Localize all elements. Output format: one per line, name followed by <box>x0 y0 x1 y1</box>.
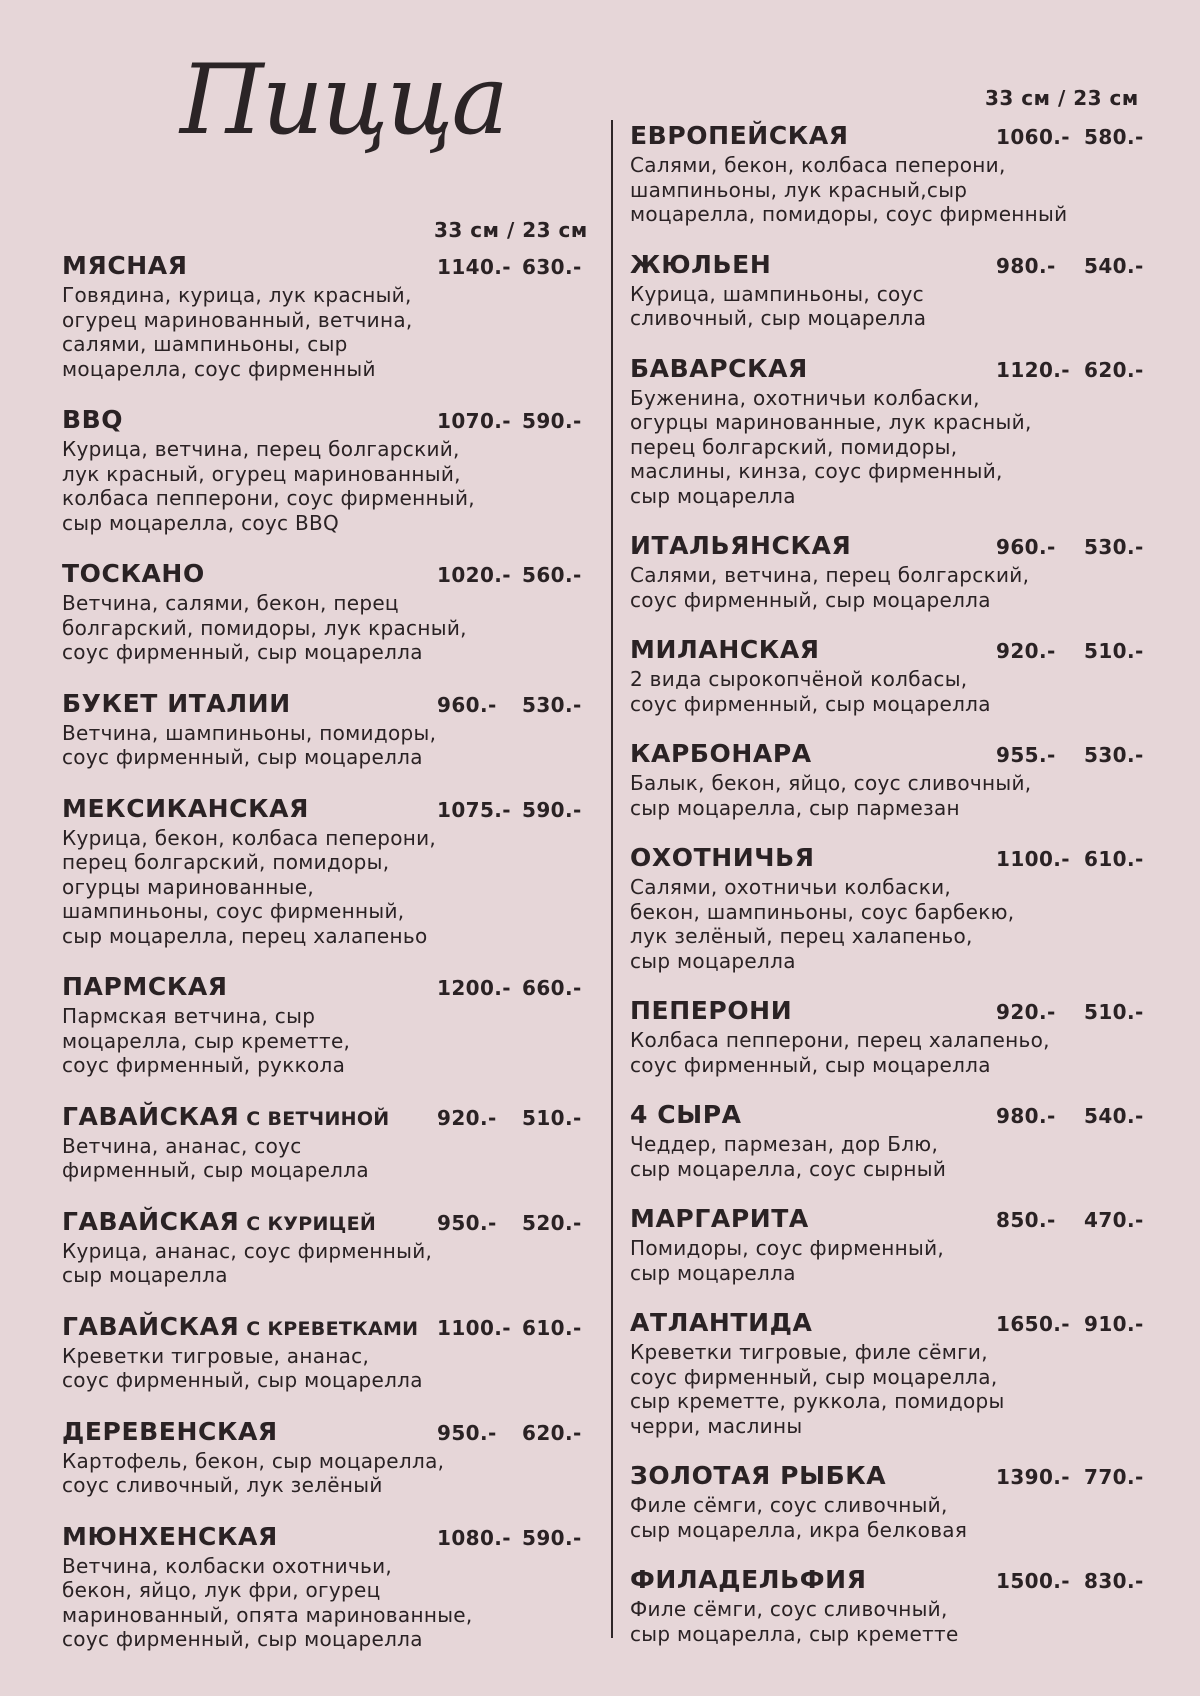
pizza-ingredients: Курица, шампиньоны, соус сливочный, сыр моцарелла <box>630 281 927 330</box>
pizza-name-main: 4 СЫРА <box>630 1100 742 1129</box>
price-23cm: 530.- <box>1084 535 1144 559</box>
pizza-name-main: ГАВАЙСКАЯ <box>62 1101 240 1131</box>
pizza-name-suffix: С КРЕВЕТКАМИ <box>239 1317 419 1340</box>
menu-item <box>62 1522 592 1652</box>
pizza-name <box>62 251 592 283</box>
pizza-ingredients: Филе сёмги, соус сливочный, сыр моцарелла, икра белковая <box>630 1493 968 1542</box>
pizza-ingredients: Помидоры, соус фирменный, сыр моцарелла <box>630 1236 945 1285</box>
pizza-ingredients: Филе сёмги, соус сливочный, сыр моцарелла, сыр креметте <box>630 1597 959 1646</box>
menu-item <box>630 1461 1150 1542</box>
menu-item <box>630 1565 1150 1646</box>
pizza-ingredients: Креветки тигровые, филе сёмги, соус фирменный, сыр моцарелла, сыр креметте, руккола, помидоры черри, маслины <box>630 1340 1005 1438</box>
pizza-name-main: ПАРМСКАЯ <box>62 972 228 1001</box>
price-33cm: 1060.- <box>996 125 1070 149</box>
column-divider <box>611 120 613 1638</box>
menu-item <box>630 1308 1150 1438</box>
menu-column-left <box>62 251 592 1676</box>
pizza-name <box>630 1461 1150 1493</box>
price-23cm: 510.- <box>522 1105 582 1130</box>
pizza-name-suffix: С ВЕТЧИНОЙ <box>239 1107 390 1130</box>
price-23cm: 520.- <box>522 1210 582 1235</box>
price-33cm: 1075.- <box>437 797 511 822</box>
price-33cm: 955.- <box>996 743 1056 767</box>
pizza-name-main: БУКЕТ ИТАЛИИ <box>62 688 291 718</box>
pizza-name <box>630 635 1150 667</box>
pizza-name-main: ТОСКАНО <box>62 559 205 588</box>
menu-item <box>62 405 592 535</box>
pizza-name-main: ФИЛАДЕЛЬФИЯ <box>630 1565 867 1594</box>
price-33cm: 1120.- <box>996 357 1070 382</box>
price-23cm: 610.- <box>522 1315 582 1340</box>
pizza-name <box>630 1100 1150 1132</box>
pizza-name <box>630 843 1150 875</box>
pizza-ingredients: Ветчина, ананас, соус фирменный, сыр моцарелла <box>62 1133 369 1182</box>
menu-item <box>62 1102 592 1183</box>
price-33cm: 980.- <box>996 253 1056 278</box>
price-33cm: 1200.- <box>437 976 511 1000</box>
price-33cm: 1140.- <box>437 255 511 279</box>
menu-item <box>62 1207 592 1288</box>
price-23cm: 530.- <box>1084 743 1144 767</box>
menu-column-right <box>630 121 1150 1669</box>
pizza-name <box>630 531 1150 563</box>
menu-item <box>630 1100 1150 1181</box>
menu-item <box>62 1312 592 1393</box>
price-23cm: 910.- <box>1084 1312 1144 1336</box>
pizza-name <box>62 794 592 826</box>
pizza-name-main: КАРБОНАРА <box>630 739 812 768</box>
size-header-left: 33 см / 23 см <box>434 218 588 242</box>
menu-item <box>630 1204 1150 1285</box>
menu-item <box>62 559 592 665</box>
pizza-name <box>630 1308 1150 1340</box>
pizza-name-main: МЕКСИКАНСКАЯ <box>62 793 309 823</box>
price-33cm: 1500.- <box>996 1569 1070 1593</box>
pizza-ingredients: Пармская ветчина, сыр моцарелла, сыр креметте, соус фирменный, руккола <box>62 1004 351 1077</box>
pizza-name-main: BBQ <box>62 405 124 434</box>
pizza-name-main: МЮНХЕНСКАЯ <box>62 1521 278 1551</box>
price-33cm: 1020.- <box>437 563 511 587</box>
pizza-name-main: ИТАЛЬЯНСКАЯ <box>630 531 852 560</box>
pizza-name <box>62 1522 592 1554</box>
price-33cm: 1100.- <box>437 1315 511 1340</box>
price-23cm: 590.- <box>522 1525 582 1550</box>
menu-item <box>630 739 1150 820</box>
price-23cm: 610.- <box>1084 847 1144 871</box>
pizza-ingredients: Говядина, курица, лук красный, огурец маринованный, ветчина, салями, шампиньоны, сыр моцарелла, соус фирменный <box>62 283 413 381</box>
pizza-ingredients: Буженина, охотничьи колбаски, огурцы маринованные, лук красный, перец болгарский, помидоры, маслины, кинза, соус фирменный, сыр моцарелла <box>630 385 1032 508</box>
pizza-name <box>630 250 1150 282</box>
pizza-ingredients: Ветчина, колбаски охотничьи, бекон, яйцо, лук фри, огурец маринованный, опята маринованные, соус фирменный, сыр моцарелла <box>62 1553 473 1651</box>
pizza-ingredients: Колбаса пепперони, перец халапеньо, соус фирменный, сыр моцарелла <box>630 1028 1050 1077</box>
pizza-name <box>62 405 592 437</box>
price-33cm: 960.- <box>437 692 497 717</box>
price-23cm: 620.- <box>1084 357 1144 382</box>
menu-item <box>630 250 1150 331</box>
menu-item <box>62 689 592 770</box>
pizza-name <box>630 1204 1150 1236</box>
pizza-name <box>630 1565 1150 1597</box>
price-33cm: 950.- <box>437 1210 497 1235</box>
menu-item <box>62 1417 592 1498</box>
pizza-name-main: МИЛАНСКАЯ <box>630 635 820 664</box>
menu-item <box>630 121 1150 227</box>
pizza-name-main: ЗОЛОТАЯ РЫБКА <box>630 1461 887 1490</box>
menu-item <box>630 635 1150 716</box>
price-33cm: 1100.- <box>996 847 1070 871</box>
price-33cm: 1650.- <box>996 1312 1070 1336</box>
price-33cm: 1080.- <box>437 1525 511 1550</box>
price-33cm: 980.- <box>996 1104 1056 1128</box>
price-33cm: 1070.- <box>437 409 511 433</box>
pizza-name-main: ОХОТНИЧЬЯ <box>630 843 815 872</box>
price-33cm: 920.- <box>996 1000 1056 1024</box>
price-23cm: 510.- <box>1084 639 1144 663</box>
price-33cm: 960.- <box>996 535 1056 559</box>
price-33cm: 950.- <box>437 1420 497 1445</box>
price-23cm: 620.- <box>522 1420 582 1445</box>
pizza-ingredients: Курица, ветчина, перец болгарский, лук красный, огурец маринованный, колбаса пепперони, соус фирменный, сыр моцарелла, соус BBQ <box>62 437 475 535</box>
pizza-ingredients: Салями, бекон, колбаса пеперони, шампиньоны, лук красный,сыр моцарелла, помидоры, соус фирменный <box>630 153 1068 226</box>
pizza-ingredients: Салями, охотничьи колбаски, бекон, шампиньоны, соус барбекю, лук зелёный, перец халапеньо, сыр моцарелла <box>630 875 1015 973</box>
pizza-name-main: БАВАРСКАЯ <box>630 353 808 383</box>
menu-item <box>62 972 592 1078</box>
menu-item <box>630 354 1150 509</box>
price-23cm: 590.- <box>522 409 582 433</box>
pizza-name-main: ГАВАЙСКАЯ <box>62 1206 240 1236</box>
size-header-right: 33 см / 23 см <box>985 86 1139 110</box>
page-title: Пицца <box>180 44 507 156</box>
menu-item <box>630 996 1150 1077</box>
pizza-ingredients: Балык, бекон, яйцо, соус сливочный, сыр моцарелла, сыр пармезан <box>630 771 1032 820</box>
pizza-name <box>62 1102 592 1134</box>
pizza-name-main: АТЛАНТИДА <box>630 1308 813 1337</box>
pizza-name <box>62 1312 592 1344</box>
price-23cm: 540.- <box>1084 1104 1144 1128</box>
price-23cm: 580.- <box>1084 125 1144 149</box>
pizza-name <box>62 689 592 721</box>
price-23cm: 630.- <box>522 255 582 279</box>
pizza-name-main: МАРГАРИТА <box>630 1204 809 1233</box>
pizza-name <box>62 559 592 591</box>
pizza-name-main: ДЕРЕВЕНСКАЯ <box>62 1416 278 1446</box>
pizza-name-suffix: С КУРИЦЕЙ <box>239 1212 377 1235</box>
price-23cm: 530.- <box>522 692 582 717</box>
price-33cm: 920.- <box>996 639 1056 663</box>
price-23cm: 510.- <box>1084 1000 1144 1024</box>
pizza-name <box>630 121 1150 153</box>
pizza-ingredients: Креветки тигровые, ананас, соус фирменный, сыр моцарелла <box>62 1343 423 1392</box>
price-23cm: 560.- <box>522 563 582 587</box>
pizza-ingredients: 2 вида сырокопчёной колбасы, соус фирменный, сыр моцарелла <box>630 667 991 716</box>
pizza-name <box>62 1417 592 1449</box>
pizza-ingredients: Курица, бекон, колбаса пеперони, перец болгарский, помидоры, огурцы маринованные, шампиньоны, соус фирменный, сыр моцарелла, перец халапеньо <box>62 825 437 948</box>
pizza-ingredients: Ветчина, салями, бекон, перец болгарский, помидоры, лук красный, соус фирменный, сыр моцарелла <box>62 591 467 664</box>
pizza-name <box>630 996 1150 1028</box>
price-23cm: 770.- <box>1084 1465 1144 1489</box>
price-23cm: 470.- <box>1084 1208 1144 1232</box>
menu-item <box>62 251 592 381</box>
price-23cm: 830.- <box>1084 1569 1144 1593</box>
pizza-name <box>630 354 1150 386</box>
pizza-name-main: ЕВРОПЕЙСКАЯ <box>630 121 849 150</box>
menu-item <box>630 843 1150 973</box>
pizza-name-main: ЖЮЛЬЕН <box>630 249 772 279</box>
pizza-name <box>62 972 592 1004</box>
pizza-name <box>630 739 1150 771</box>
pizza-ingredients: Картофель, бекон, сыр моцарелла, соус сливочный, лук зелёный <box>62 1448 445 1497</box>
price-33cm: 1390.- <box>996 1465 1070 1489</box>
price-23cm: 540.- <box>1084 253 1144 278</box>
price-33cm: 920.- <box>437 1105 497 1130</box>
pizza-name-main: МЯСНАЯ <box>62 251 188 280</box>
pizza-name-main: ГАВАЙСКАЯ <box>62 1311 240 1341</box>
price-23cm: 660.- <box>522 976 582 1000</box>
pizza-name <box>62 1207 592 1239</box>
pizza-ingredients: Ветчина, шампиньоны, помидоры, соус фирменный, сыр моцарелла <box>62 720 437 769</box>
price-33cm: 850.- <box>996 1208 1056 1232</box>
price-23cm: 590.- <box>522 797 582 822</box>
pizza-ingredients: Курица, ананас, соус фирменный, сыр моцарелла <box>62 1238 433 1287</box>
menu-item <box>62 794 592 949</box>
pizza-ingredients: Салями, ветчина, перец болгарский, соус фирменный, сыр моцарелла <box>630 563 1030 612</box>
pizza-ingredients: Чеддер, пармезан, дор Блю, сыр моцарелла, соус сырный <box>630 1132 947 1181</box>
menu-item <box>630 531 1150 612</box>
pizza-name-main: ПЕПЕРОНИ <box>630 996 793 1025</box>
